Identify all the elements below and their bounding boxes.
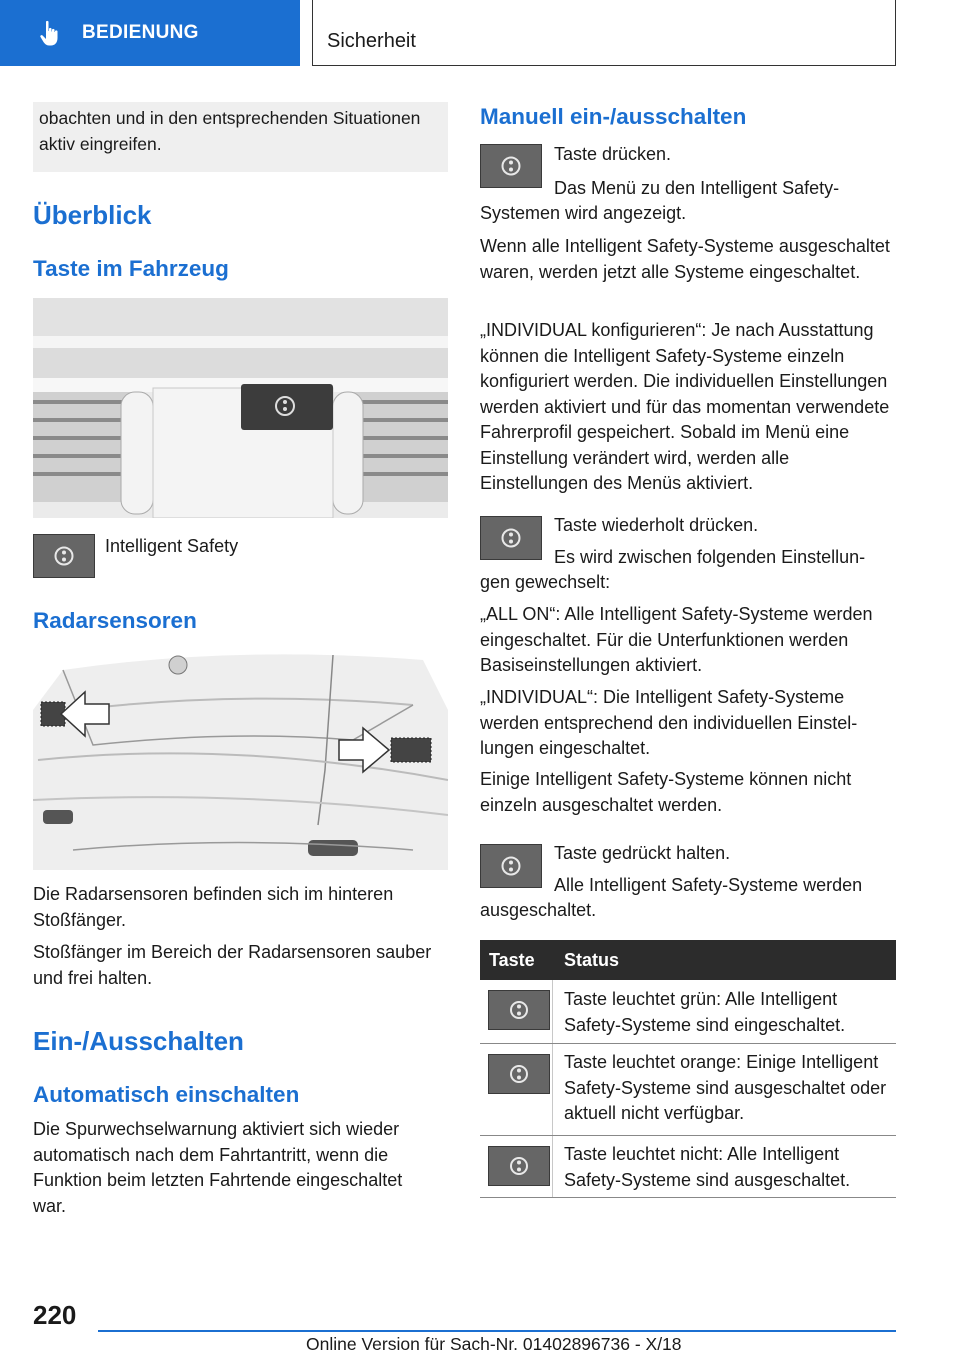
step3-line1: Taste gedrückt halten. [554, 843, 731, 863]
heading-auto: Automatisch einschalten [33, 1082, 300, 1107]
button-icon-green [488, 990, 550, 1030]
status-orange-text: Taste leuchtet orange: Einige Intelligent Safety-Systeme sind ausgeschaltet oder aktuell nicht verfügbar. [564, 1052, 887, 1123]
paragraph-individual-2: „INDIVIDUAL“: Die Intelligent Safety-Systeme werden entsprechend den individuellen Einstellungen eingeschaltet. [480, 687, 858, 758]
heading-manual: Manuell ein-/ausschalten [480, 104, 747, 129]
step1-line1: Taste drücken. [554, 144, 672, 164]
chapter-title: Sicherheit [327, 30, 416, 52]
radar-paragraph-1: Die Radarsensoren befinden sich im hinteren Stoßfänger. [33, 884, 394, 930]
step2-line1: Taste wiederholt drücken. [554, 515, 759, 535]
step3-line2: Alle Intelligent Safety-Systeme werden [554, 875, 863, 895]
section-tab[interactable] [0, 0, 300, 66]
status-green-text: Taste leuchtet grün: Alle Intelligent Safety-Systeme sind eingeschaltet. [564, 989, 846, 1035]
button-caption: Intelligent Safety [105, 536, 239, 556]
button-icon-orange [488, 1054, 550, 1094]
button-icon-off [488, 1146, 550, 1186]
heading-button: Taste im Fahrzeug [33, 256, 229, 281]
intelligent-safety-button-icon [33, 534, 95, 578]
note-box [33, 102, 448, 172]
table-row-green [480, 980, 896, 1044]
step1-continuation: Systemen wird angezeigt. [480, 203, 687, 223]
status-off-text: Taste leuchtet nicht: Alle Intelligent Safety-Systeme sind ausgeschaltet. [564, 1144, 851, 1190]
section-title: BEDIENUNG [82, 22, 199, 43]
hand-icon [38, 19, 62, 47]
button-icon-step3 [480, 844, 542, 888]
step2-continuation: gen gewechselt: [480, 572, 611, 592]
step3-continuation: ausgeschaltet. [480, 900, 597, 920]
paragraph-all-on: „ALL ON“: Alle Intelligent Safety-Systeme werden eingeschaltet. Für die Unterfunktionen werden Basiseinstellungen aktiviert. [480, 604, 873, 675]
footer-divider [98, 1330, 896, 1332]
chapter-header [312, 0, 896, 66]
heading-onoff: Ein-/Ausschalten [33, 1026, 244, 1056]
page-number: 220 [33, 1300, 77, 1330]
paragraph-individual: „INDIVIDUAL konfigurieren“: Je nach Ausstattung können die Intelligent Safety-Systeme einzeln konfiguriert werden. Die individuellen Einstellungen werden aktiviert und für das momentan verwendete Fahrerprofil gespeichert. Sobald im Menü eine Einstellung verändert wird, werden alle Einstellungen des Menüs aktiviert. [480, 320, 890, 493]
note-text: obachten und in den entsprechenden Situationen aktiv eingreifen. [39, 108, 421, 154]
header-status: Status [564, 950, 620, 970]
button-icon-step1 [480, 144, 542, 188]
heading-radar: Radarsensoren [33, 608, 197, 633]
dashboard-button-image [33, 298, 448, 518]
radar-paragraph-2: Stoßfänger im Bereich der Radarsensoren sauber und frei halten. [33, 942, 432, 988]
step1-line2: Das Menü zu den Intelligent Safety- [554, 178, 840, 198]
auto-paragraph: Die Spurwechselwarnung aktiviert sich wieder automatisch nach dem Fahrtantritt, wenn die Funktion beim letzten Fahrtende eingeschaltet war. [33, 1119, 403, 1216]
paragraph-some-systems: Einige Intelligent Safety-Systeme können nicht einzeln ausgeschaltet werden. [480, 769, 852, 815]
button-icon-step2 [480, 516, 542, 560]
step2-line2: Es wird zwischen folgenden Einstellun- [554, 547, 866, 567]
status-table-header [480, 940, 896, 980]
table-row-orange [480, 1044, 896, 1136]
heading-overview: Überblick [33, 200, 152, 230]
paragraph-all-off: Wenn alle Intelligent Safety-Systeme ausgeschaltet waren, werden jetzt alle Systeme eingeschaltet. [480, 236, 890, 282]
table-row-off [480, 1136, 896, 1198]
footer-version: Online Version für Sach-Nr. 01402896736 - X/18 [306, 1334, 682, 1354]
rear-bumper-radar-image [33, 650, 448, 870]
header-taste: Taste [489, 950, 535, 970]
